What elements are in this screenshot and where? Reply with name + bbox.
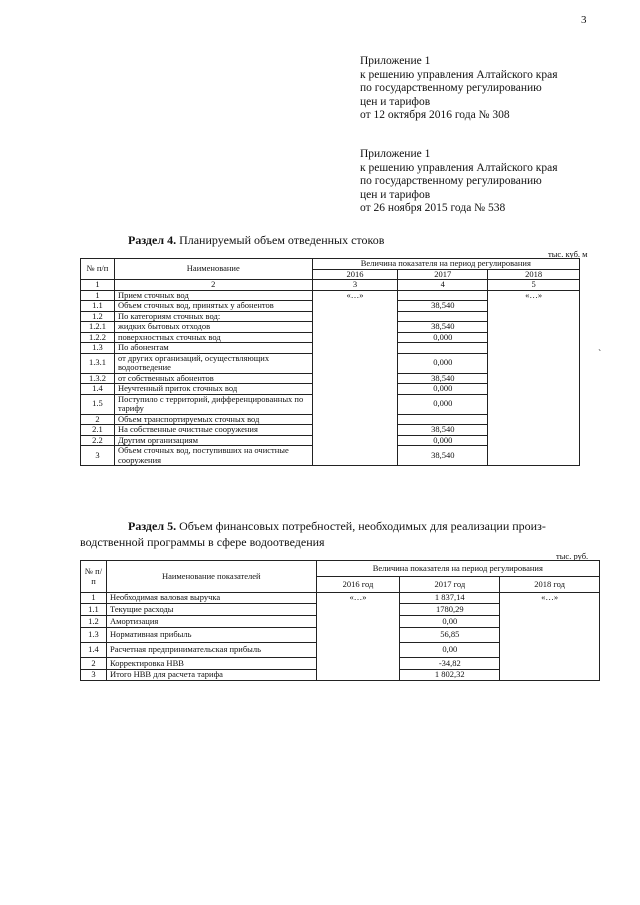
section5-table xyxy=(80,560,600,681)
header-year: 2016 год xyxy=(316,577,400,593)
header-num: № п/ п xyxy=(81,561,107,593)
section5-title-line: Объем финансовых потребностей, необходимых для реализации произ- xyxy=(179,519,546,533)
section4-label: Раздел 4. xyxy=(128,233,177,247)
row-number: 1 xyxy=(81,593,107,604)
row-number: 2.1 xyxy=(81,425,115,436)
appendix-line: от 12 октября 2016 года № 308 xyxy=(360,109,510,121)
header-period: Величина показателя на период регулирования xyxy=(316,561,599,577)
row-number: 1.2 xyxy=(81,311,115,322)
value-2017 xyxy=(398,343,488,354)
col-number: 1 xyxy=(81,280,115,291)
row-name: Объем транспортируемых сточных вод xyxy=(114,414,312,425)
section4-table xyxy=(80,258,580,466)
row-number: 1 xyxy=(81,290,115,301)
value-2017: 0,000 xyxy=(398,435,488,446)
appendix-current xyxy=(360,55,558,123)
table-row xyxy=(81,290,580,301)
appendix-line: к решению управления Алтайского края xyxy=(360,161,558,174)
row-name: По абонентам xyxy=(114,343,312,354)
row-number: 1.4 xyxy=(81,384,115,395)
row-number: 1.3.2 xyxy=(81,373,115,384)
row-number: 2 xyxy=(81,414,115,425)
page-number: 3 xyxy=(581,14,587,26)
row-number: 1.3.1 xyxy=(81,353,115,373)
appendix-line: по государственному регулированию xyxy=(360,82,542,94)
placeholder-2016: «…» xyxy=(316,593,400,681)
header-year: 2016 xyxy=(312,269,398,280)
appendix-line: от 26 ноября 2015 года № 538 xyxy=(360,202,506,214)
value-2017: 1780,29 xyxy=(400,604,500,616)
appendix-line: по государственному регулированию xyxy=(360,175,542,187)
section5-label: Раздел 5. xyxy=(128,519,177,533)
row-name: Текущие расходы xyxy=(106,604,316,616)
row-number: 1.4 xyxy=(81,643,107,658)
row-number: 1.3 xyxy=(81,343,115,354)
header-year: 2017 год xyxy=(400,577,500,593)
stray-mark: ` xyxy=(598,349,602,360)
value-2017 xyxy=(398,311,488,322)
header-year: 2018 xyxy=(488,269,580,280)
appendix-line: к решению управления Алтайского края xyxy=(360,68,558,81)
row-name: от собственных абонентов xyxy=(114,373,312,384)
placeholder-2018: «…» xyxy=(500,593,600,681)
appendix-previous xyxy=(360,148,558,216)
row-name: По категориям сточных вод: xyxy=(114,311,312,322)
value-2017: 38,540 xyxy=(398,446,488,466)
row-number: 1.5 xyxy=(81,394,115,414)
row-name: Другим организациям xyxy=(114,435,312,446)
row-name: Корректировка НВВ xyxy=(106,658,316,670)
row-name: поверхностных сточных вод xyxy=(114,332,312,343)
row-number: 3 xyxy=(81,670,107,681)
value-2017: 1 837,14 xyxy=(400,593,500,604)
value-2017: 38,540 xyxy=(398,322,488,333)
value-2017: 1 802,32 xyxy=(400,670,500,681)
row-number: 1.1 xyxy=(81,301,115,312)
col-number: 4 xyxy=(398,280,488,291)
section4-title xyxy=(128,233,384,248)
row-number: 2 xyxy=(81,658,107,670)
value-2017: 0,000 xyxy=(398,384,488,395)
row-number: 1.3 xyxy=(81,628,107,643)
value-2017: 0,000 xyxy=(398,332,488,343)
row-name: Расчетная предпринимательская прибыль xyxy=(106,643,316,658)
header-name: Наименование xyxy=(114,259,312,280)
placeholder-2016: «…» xyxy=(312,290,398,466)
value-2017: 38,540 xyxy=(398,373,488,384)
col-number: 2 xyxy=(114,280,312,291)
header-name: Наименование показателей xyxy=(106,561,316,593)
row-name: Прием сточных вод xyxy=(114,290,312,301)
value-2017: 0,000 xyxy=(398,353,488,373)
row-number: 3 xyxy=(81,446,115,466)
value-2017: 0,000 xyxy=(398,394,488,414)
table-row xyxy=(81,593,600,604)
value-2017: 38,540 xyxy=(398,301,488,312)
header-num: № п/п xyxy=(81,259,115,280)
row-name: Поступило с территорий, дифференцированных по тарифу xyxy=(114,394,312,414)
value-2017: -34,82 xyxy=(400,658,500,670)
section4-title-text: Планируемый объем отведенных стоков xyxy=(179,233,385,247)
col-number: 3 xyxy=(312,280,398,291)
value-2017 xyxy=(398,414,488,425)
row-name: Нормативная прибыль xyxy=(106,628,316,643)
section5-title xyxy=(128,518,546,535)
row-name: Объем сточных вод, принятых у абонентов xyxy=(114,301,312,312)
section5-unit: тыс. руб. xyxy=(556,551,589,561)
section5-title-cont: водственной программы в сфере водоотведения xyxy=(80,535,325,549)
header-period: Величина показателя на период регулирования xyxy=(312,259,579,270)
appendix-line: цен и тарифов xyxy=(360,188,431,201)
header-year: 2018 год xyxy=(500,577,600,593)
row-name: Необходимая валовая выручка xyxy=(106,593,316,604)
section4-unit: тыс. куб. м xyxy=(548,249,588,259)
value-2017 xyxy=(398,290,488,301)
row-name: На собственные очистные сооружения xyxy=(114,425,312,436)
value-2017: 56,85 xyxy=(400,628,500,643)
appendix-line: цен и тарифов xyxy=(360,95,431,108)
row-name: Итого НВВ для расчета тарифа xyxy=(106,670,316,681)
placeholder-2018: «…» xyxy=(488,290,580,466)
row-name: жидких бытовых отходов xyxy=(114,322,312,333)
row-number: 1.2 xyxy=(81,616,107,628)
row-number: 1.2.1 xyxy=(81,322,115,333)
row-name: Неучтенный приток сточных вод xyxy=(114,384,312,395)
row-number: 2.2 xyxy=(81,435,115,446)
value-2017: 0,00 xyxy=(400,643,500,658)
value-2017: 38,540 xyxy=(398,425,488,436)
row-name: Объем сточных вод, поступивших на очистные сооружения xyxy=(114,446,312,466)
appendix-line: Приложение 1 xyxy=(360,55,431,67)
value-2017: 0,00 xyxy=(400,616,500,628)
row-number: 1.1 xyxy=(81,604,107,616)
row-number: 1.2.2 xyxy=(81,332,115,343)
appendix-line: Приложение 1 xyxy=(360,148,431,160)
col-number: 5 xyxy=(488,280,580,291)
row-name: от других организаций, осуществляющих водоотведение xyxy=(114,353,312,373)
header-year: 2017 xyxy=(398,269,488,280)
row-name: Амортизация xyxy=(106,616,316,628)
